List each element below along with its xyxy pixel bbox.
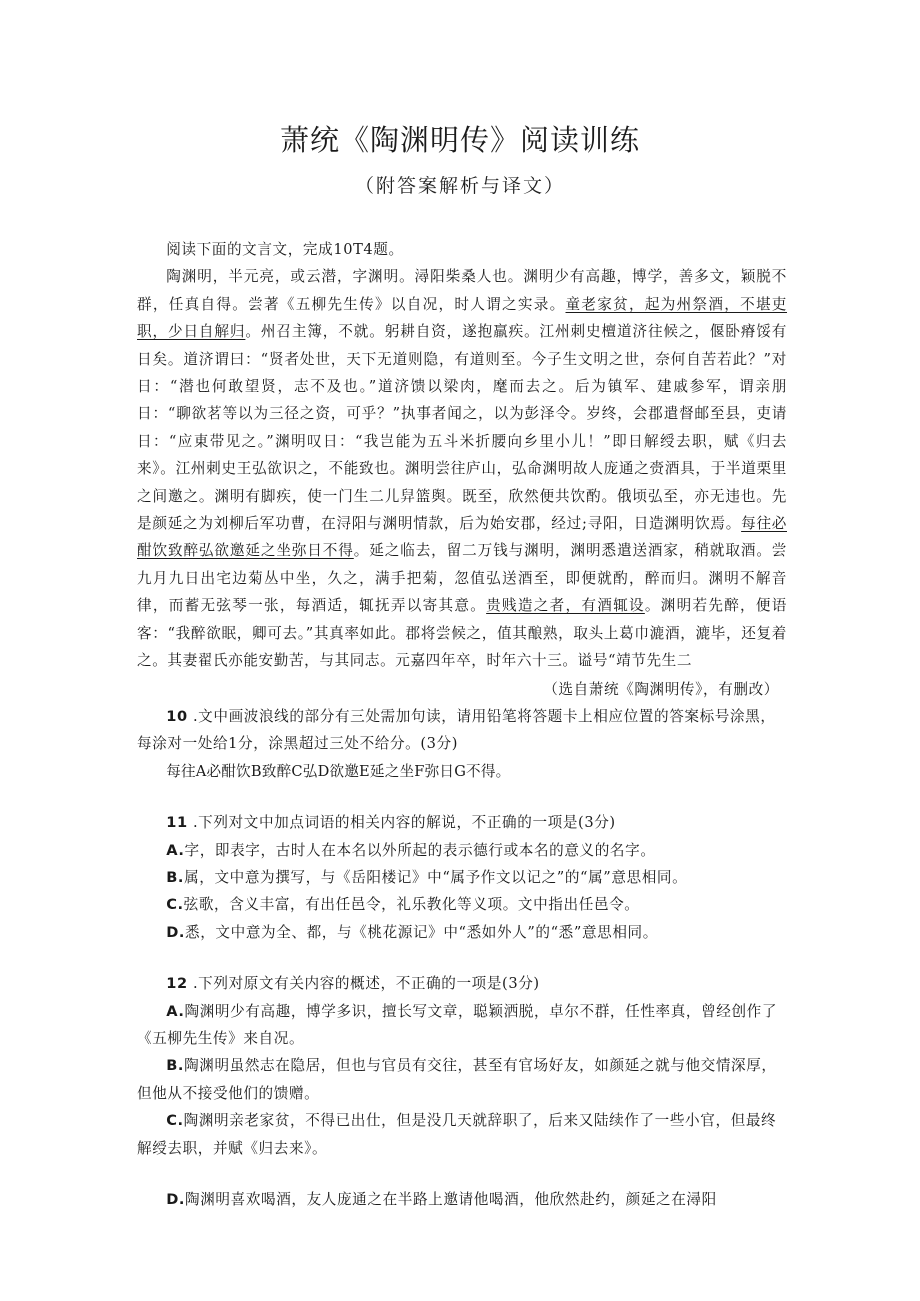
option-label: B.: [166, 868, 185, 886]
option-12-b: [137, 1052, 787, 1107]
question-11-number: 11: [166, 814, 188, 832]
page-subtitle: （附答案解析与译文）: [354, 175, 565, 197]
question-12: [137, 970, 787, 997]
option-label: C.: [166, 896, 184, 914]
option-label: A.: [166, 841, 185, 859]
question-12-text: .下列对原文有关内容的概述，不正确的一项是(3分): [187, 975, 540, 993]
spacer: [137, 1162, 787, 1186]
option-text: 弦歌，含义丰富，有出任邑令，礼乐教化等义项。文中指出任邑令。: [183, 896, 640, 914]
wavy-underlined-sentence-3: 贵贱造之者，有酒辄设: [486, 597, 645, 615]
option-text: 悉，文中意为全、都，与《桃花源记》中“悉如外人”的“悉”意思相同。: [185, 923, 658, 941]
page-title: 萧统《陶渊明传》阅读训练: [279, 123, 640, 157]
question-10-answer: 每往A必酣饮B致醉C弘D欲邀E延之坐F弥日G不得。: [166, 762, 511, 780]
option-11-a: [137, 837, 787, 864]
question-10-number: 10: [166, 707, 188, 725]
wavy-underlined-sentence-1: 童老家贫，起为州祭酒，不堪吏职，少日自解归: [137, 295, 788, 341]
option-label: C.: [166, 1112, 184, 1130]
option-text: 属，文中意为撰写，与《岳阳楼记》中“属予作文以记之”的“属”意思相同。: [184, 868, 688, 886]
spacer: [137, 785, 787, 809]
option-label: B.: [166, 1057, 185, 1075]
option-label: D.: [166, 923, 186, 941]
option-text: 陶渊明少有高趣，博学多识，擅长写文章，聪颖洒脱，卓尔不群，任性率真，曾经创作了《五柳先生传》来自况。: [137, 1002, 778, 1047]
passage-part-3: 。延之临去，留二万钱与渊明，渊明悉遣送酒家，稍就取酒。尝九月九日出宅边菊丛中坐，久之，满手把菊，忽值弘送酒至，即便就酌，醉而归。渊明不解音律，而蓄无弦琴一张，每酒适，辄抚弄以寄其意。: [137, 542, 787, 615]
passage-part-1: 陶渊明，半元亮，或云潜，字渊明。潯阳柴桑人也。渊明少有高趣，博学，善多文，颖脱不群，任真自得。尝著《五柳先生传》以自况，时人谓之实录。: [137, 268, 787, 313]
question-11-text: .下列对文中加点词语的相关内容的解说，不正确的一项是(3分): [187, 814, 616, 832]
passage-part-4: 。渊明若先醉，便语客：“我醉欲眠，卿可去。”其真率如此。郡将尝候之，值其酿熟，取头上葛巾漉酒，漉毕，还复着之。其妻翟氏亦能安勤苦，与其同志。元嘉四年卒，时年六十三。谥号“靖节先生二: [137, 597, 787, 670]
option-text: 陶渊明虽然志在隐居，但也与官员有交往，甚至有官场好友，如颜延之就与他交情深厚，但他从不接受他们的馈赠。: [137, 1057, 777, 1102]
question-12-number: 12: [166, 975, 188, 993]
option-12-a: [137, 998, 787, 1053]
option-11-d: [137, 919, 787, 946]
option-label: D.: [166, 1191, 186, 1208]
option-11-b: [137, 864, 787, 891]
question-10: [137, 703, 787, 758]
intro-instruction: 阅读下面的文言文，完成10T4题。: [166, 241, 404, 258]
option-label: A.: [166, 1002, 185, 1020]
passage-source: （选自萧统《陶渊明传》，有删改）: [543, 680, 779, 698]
question-10-text: .文中画波浪线的部分有三处需加句读，请用铅笔将答题卡上相应位置的答案标号涂黑，每涂对一处给1分，涂黑超过三处不给分。(3分): [137, 707, 776, 753]
question-11: [137, 809, 787, 836]
option-text: 字，即表字，古时人在本名以外所起的表示德行或本名的意义的名字。: [184, 841, 656, 859]
option-12-d: [137, 1186, 787, 1213]
option-11-c: [137, 891, 787, 918]
option-text: 陶渊明喜欢喝酒，友人庞通之在半路上邀请他喝酒，他欣然赴约，颜延之在潯阳: [185, 1191, 717, 1208]
wavy-underlined-sentence-2: 每往必酣饮致醉弘欲邀延之坐弥日不得: [137, 515, 787, 560]
spacer: [137, 946, 787, 970]
option-text: 陶渊明亲老家贫，不得已出仕，但是没几天就辞职了，后来又陆续作了一些小官，但最终解绶去职，并赋《归去来》。: [137, 1112, 777, 1157]
passage-text: [137, 263, 787, 674]
passage-part-2: 。州召主簿，不就。躬耕自资，遂抱羸疾。江州刺史檀道济往候之，偃卧瘠馁有日矣。道济谓曰：“贤者处世，天下无道则隐，有道则至。今子生文明之世，奈何自苦若此？”对日：“潜也何敢望贤，志不及也。”道济馈以梁肉，麾而去之。后为镇军、建戚参军，谓亲朋日：“聊欲茗等以为三径之资，可乎？”执事者闻之，以为彭泽令。岁终，会郡遣督邮至县，吏请日：“应東带见之。”渊明叹日：“我岂能为五斗米折腰向乡里小儿！”即日解绶去职，赋《归去来》。江州刺史王弘欲识之，不能致也。渊明尝往庐山，弘命渊明故人庞通之赍酒具，于半道栗里之间邀之。渊明有脚疾，使一门生二儿舁篮舆。既至，欣然便共饮酌。俄顷弘至，亦无违也。先是颜延之为刘柳后军功曹，在浔阳与渊明情款，后为始安郡，经过;寻阳，日造渊明饮焉。: [137, 323, 787, 533]
option-12-c: [137, 1107, 787, 1162]
document-body: [137, 236, 787, 1213]
